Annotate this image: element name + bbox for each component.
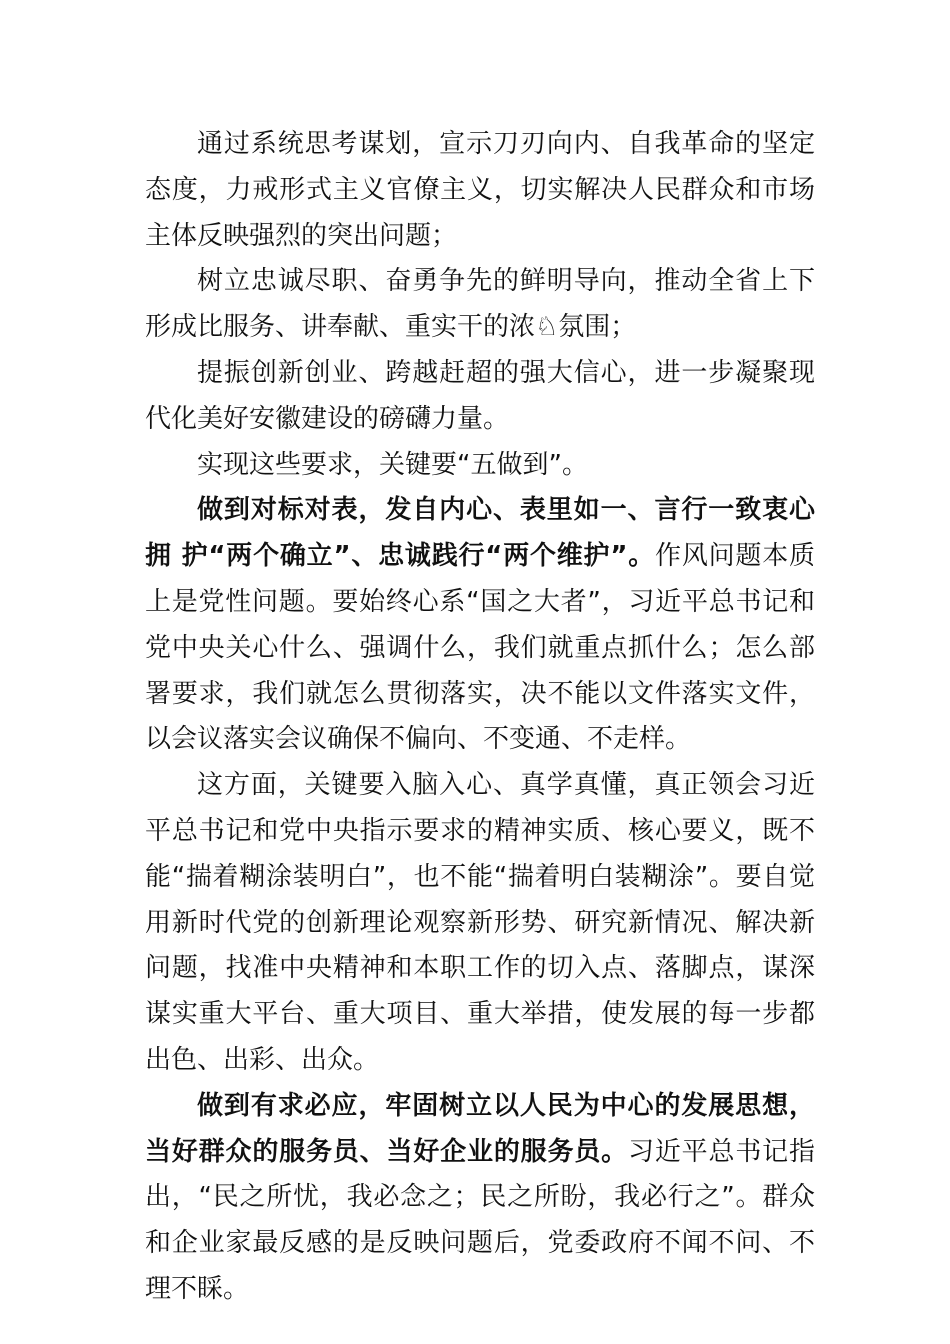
paragraph-6 [145, 763, 815, 1084]
paragraph-3-text: 提振创新创业、跨越赶超的强大信心，进一步凝聚现代化美好安徽建设的磅礴力量。 [145, 357, 815, 434]
paragraph-3 [145, 351, 815, 443]
paragraph-7 [145, 1084, 815, 1313]
paragraph-5 [145, 488, 815, 763]
paragraph-5-lead: 做到对标对表，发自内心、表里如一、言行一致衷心拥 护“两个确立”、忠诚践行“两个维护”。 [145, 495, 815, 572]
paragraph-5-text: 作风问题本质上是党性问题。要始终心系“国之大者”，习近平总书记和党中央关心什么、强调什么，我们就重点抓什么；怎么部署要求，我们就怎么贯彻落实，决不能以文件落实文件，以会议落实会议确保不偏向、不变通、不走样。 [145, 541, 815, 755]
paragraph-6-text: 这方面，关键要入脑入心、真学真懂，真正领会习近平总书记和党中央指示要求的精神实质、核心要义，既不能“揣着糊涂装明白”，也不能“揣着明白装糊涂”。要自觉用新时代党的创新理论观察新形势、研究新情况、解决新问题，找准中央精神和本职工作的切入点、落脚点，谋深谋实重大平台、重大项目、重大举措，使发展的每一步都出色、出彩、出众。 [145, 770, 815, 1075]
document-body [145, 122, 815, 1313]
paragraph-1 [145, 122, 815, 259]
paragraph-1-text: 通过系统思考谋划，宣示刀刃向内、自我革命的坚定态度，力戒形式主义官僚主义，切实解决人民群众和市场主体反映强烈的突出问题； [145, 129, 815, 251]
paragraph-7-text: 习近平总书记指出，“民之所忧，我必念之；民之所盼，我必行之”。群众和企业家最反感的是反映问题后，党委政府不闻不问、不理不睬。 [145, 1136, 815, 1304]
paragraph-2 [145, 259, 815, 351]
paragraph-2-text: 树立忠诚尽职、奋勇争先的鲜明导向，推动全省上下形成比服务、讲奉献、重实干的浓♘氛围； [145, 266, 815, 343]
paragraph-4-text: 实现这些要求，关键要“五做到”。 [197, 449, 588, 480]
paragraph-4 [145, 443, 815, 489]
paragraph-7-lead: 做到有求必应，牢固树立以人民为中心的发展思想，当好群众的服务员、当好企业的服务员。 [145, 1090, 815, 1167]
